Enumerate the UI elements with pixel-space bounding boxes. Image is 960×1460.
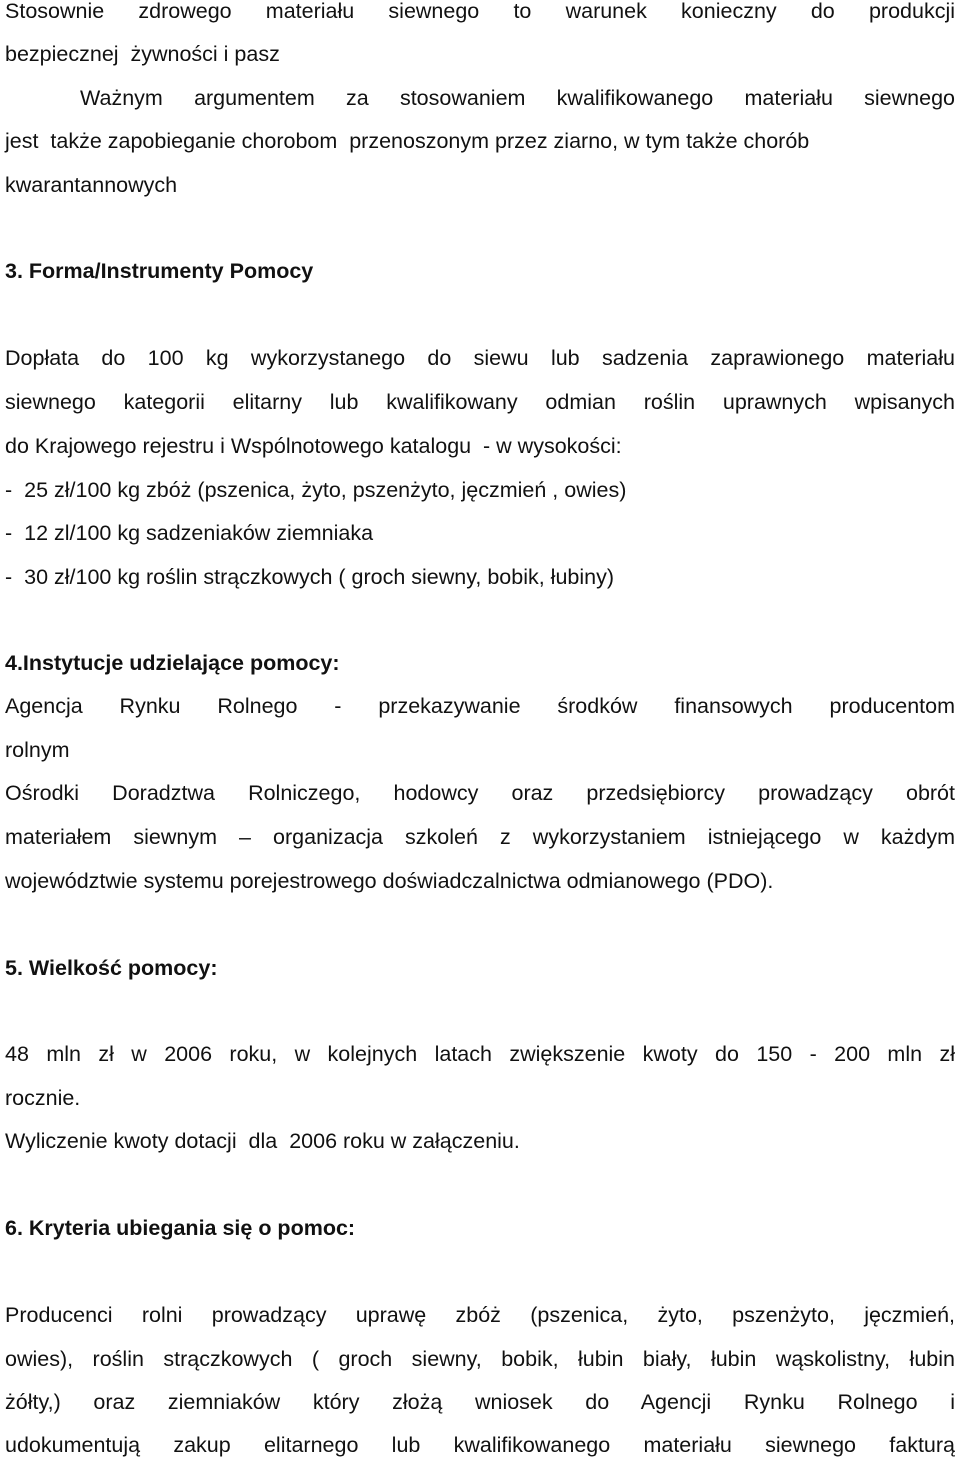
section-4-line-4: materiałem siewnym – organizacja szkoleń z wykorzystaniem istniejącego w każdym <box>5 825 955 849</box>
intro-line-1: Stosownie zdrowego materiału siewnego to warunek konieczny do produkcji <box>5 0 955 23</box>
section-3-line-1: Dopłata do 100 kg wykorzystanego do siewu lub sadzenia zaprawionego materiału <box>5 346 955 370</box>
section-6-heading: 6. Kryteria ubiegania się o pomoc: <box>5 1216 356 1240</box>
intro-line-5: kwarantannowych <box>5 173 178 197</box>
section-6-line-1: Producenci rolni prowadzący uprawę zbóż (pszenica, żyto, pszenżyto, jęczmień, <box>5 1303 955 1327</box>
section-6-line-2: owies), roślin strączkowych ( groch siewny, bobik, łubin biały, łubin wąskolistny, łubin <box>5 1347 955 1371</box>
section-4-line-2: rolnym <box>5 738 70 762</box>
section-4-line-1: Agencja Rynku Rolnego - przekazywanie środków finansowych producentom <box>5 694 955 718</box>
section-4-line-3: Ośrodki Doradztwa Rolniczego, hodowcy oraz przedsiębiorcy prowadzący obrót <box>5 781 955 805</box>
section-5-heading: 5. Wielkość pomocy: <box>5 956 218 980</box>
intro-line-3: Ważnym argumentem za stosowaniem kwalifikowanego materiału siewnego <box>80 86 955 110</box>
section-5-line-3: Wyliczenie kwoty dotacji dla 2006 roku w załączeniu. <box>5 1129 520 1153</box>
section-4-line-5: województwie systemu porejestrowego doświadczalnictwa odmianowego (PDO). <box>5 869 774 893</box>
section-6-line-4: udokumentują zakup elitarnego lub kwalifikowanego materiału siewnego fakturą <box>5 1433 955 1457</box>
section-5-line-2: rocznie. <box>5 1086 81 1110</box>
section-5-line-1: 48 mln zł w 2006 roku, w kolejnych latach zwiększenie kwoty do 150 - 200 mln zł <box>5 1042 955 1066</box>
section-3-list-item-1: - 25 zł/100 kg zbóż (pszenica, żyto, pszenżyto, jęczmień , owies) <box>5 478 627 502</box>
section-3-line-3: do Krajowego rejestru i Wspólnotowego katalogu - w wysokości: <box>5 434 622 458</box>
section-3-heading: 3. Forma/Instrumenty Pomocy <box>5 259 314 283</box>
intro-line-4: jest także zapobieganie chorobom przenoszonym przez ziarno, w tym także chorób <box>5 129 810 153</box>
section-3-list-item-2: - 12 zl/100 kg sadzeniaków ziemniaka <box>5 521 374 545</box>
section-3-line-2: siewnego kategorii elitarny lub kwalifikowany odmian roślin uprawnych wpisanych <box>5 390 955 414</box>
section-4-heading: 4.Instytucje udzielające pomocy: <box>5 651 340 675</box>
section-3-list-item-3: - 30 zł/100 kg roślin strączkowych ( groch siewny, bobik, łubiny) <box>5 565 615 589</box>
intro-line-2: bezpiecznej żywności i pasz <box>5 42 280 66</box>
section-6-line-3: żółty,) oraz ziemniaków który złożą wniosek do Agencji Rynku Rolnego i <box>5 1390 955 1414</box>
